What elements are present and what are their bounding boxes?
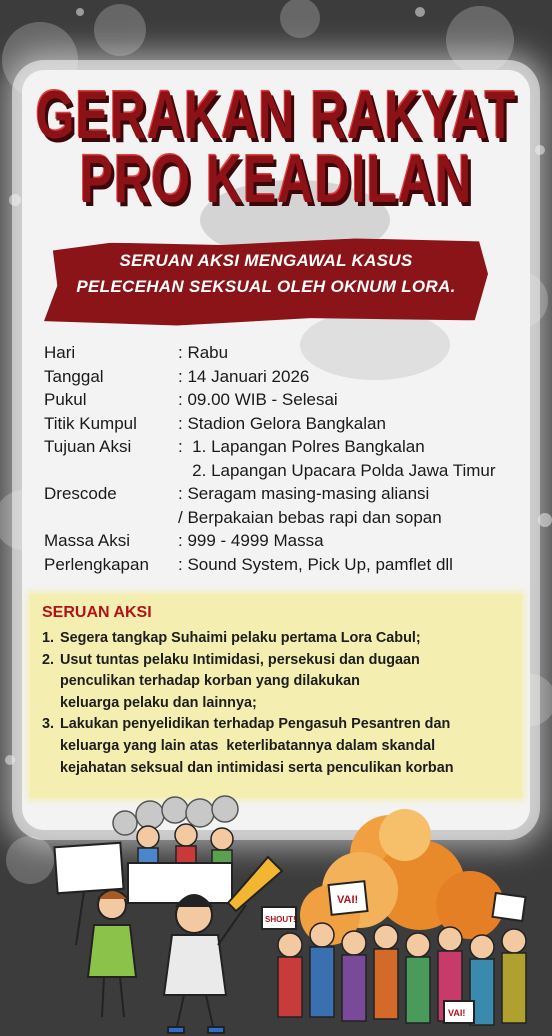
detail-label: Hari: [44, 343, 76, 362]
detail-label: [44, 459, 178, 483]
detail-row: [44, 553, 524, 577]
detail-row: [44, 506, 524, 530]
item-number: 2.: [42, 651, 55, 668]
item-line: keluarga yang lain atas keterlibatannya dalam skandal: [60, 737, 436, 754]
list-item: [42, 714, 512, 779]
detail-value: 2. Lapangan Upacara Polda Jawa Timur: [178, 460, 496, 480]
subtitle-text: [44, 248, 488, 300]
item-line: penculikan terhadap korban yang dilakukan: [60, 673, 360, 690]
protest-sign-1: [329, 881, 368, 915]
detail-row: [44, 529, 524, 553]
sign-text: VAI!: [448, 1008, 466, 1018]
list-item: [42, 650, 512, 715]
detail-label: Perlengkapan: [44, 554, 149, 574]
item-number: 1.: [42, 630, 55, 646]
detail-value: : 999 - 4999 Massa: [178, 531, 324, 550]
detail-value: : Rabu: [178, 343, 229, 362]
detail-label: Massa Aksi: [44, 531, 130, 550]
item-line: keluarga pelaku dan lainnya;: [60, 694, 257, 711]
item-text: [60, 650, 512, 715]
detail-row: [44, 459, 524, 483]
detail-row: [44, 341, 524, 365]
protest-sign-blank: [492, 893, 525, 921]
subtitle-line-1: SERUAN AKSI MENGAWAL KASUS: [119, 251, 413, 270]
headline-line-2: PRO KEADILAN: [79, 141, 473, 217]
detail-value: : 1. Lapangan Polres Bangkalan: [178, 437, 425, 456]
seruan-title: SERUAN AKSI: [42, 604, 152, 621]
detail-row: [44, 388, 524, 412]
detail-label: Pukul: [44, 390, 87, 409]
detail-label: Tanggal: [44, 366, 104, 386]
detail-value: : Sound System, Pick Up, pamflet dll: [178, 554, 453, 574]
detail-row: [44, 482, 524, 506]
detail-value: : Seragam masing-masing aliansi: [178, 484, 430, 503]
list-item: [42, 628, 512, 650]
detail-label: Drescode: [44, 484, 117, 503]
item-line: Usut tuntas pelaku Intimidasi, persekusi dan dugaan: [60, 651, 420, 668]
seruan-list: [42, 628, 512, 779]
protest-illustration: [0, 795, 552, 1036]
item-number: 3.: [42, 716, 55, 733]
protest-sign-3: [444, 1001, 474, 1023]
detail-row: [44, 435, 524, 459]
item-line: Lakukan penyelidikan terhadap Pengasuh Pesantren dan: [60, 716, 451, 733]
protest-sign-2: [262, 907, 296, 929]
detail-label: Tujuan Aksi: [44, 437, 132, 456]
event-details: [44, 341, 524, 576]
detail-row: [44, 412, 524, 436]
item-text: [60, 628, 512, 650]
detail-label: [44, 506, 178, 530]
item-line: Segera tangkap Suhaimi pelaku pertama Lora Cabul;: [60, 630, 421, 646]
subtitle-line-2: PELECEHAN SEKSUAL OLEH OKNUM LORA.: [76, 277, 456, 296]
detail-value: : 09.00 WIB - Selesai: [178, 390, 338, 409]
headline-line-1: GERAKAN RAKYAT: [35, 77, 517, 153]
detail-value: : Stadion Gelora Bangkalan: [178, 413, 386, 433]
blank-sign: [128, 863, 232, 903]
sign-text: SHOUT!: [265, 915, 296, 924]
item-text: [60, 714, 512, 779]
small-protesters: [137, 824, 233, 868]
sign-text: VAI!: [337, 894, 359, 906]
detail-row: [44, 365, 524, 389]
detail-label: Titik Kumpul: [44, 413, 137, 433]
detail-value: / Berpakaian bebas rapi dan sopan: [178, 507, 442, 527]
detail-value: : 14 Januari 2026: [178, 366, 310, 386]
item-line: kejahatan seksual dan intimidasi serta penculikan korban: [60, 759, 454, 776]
